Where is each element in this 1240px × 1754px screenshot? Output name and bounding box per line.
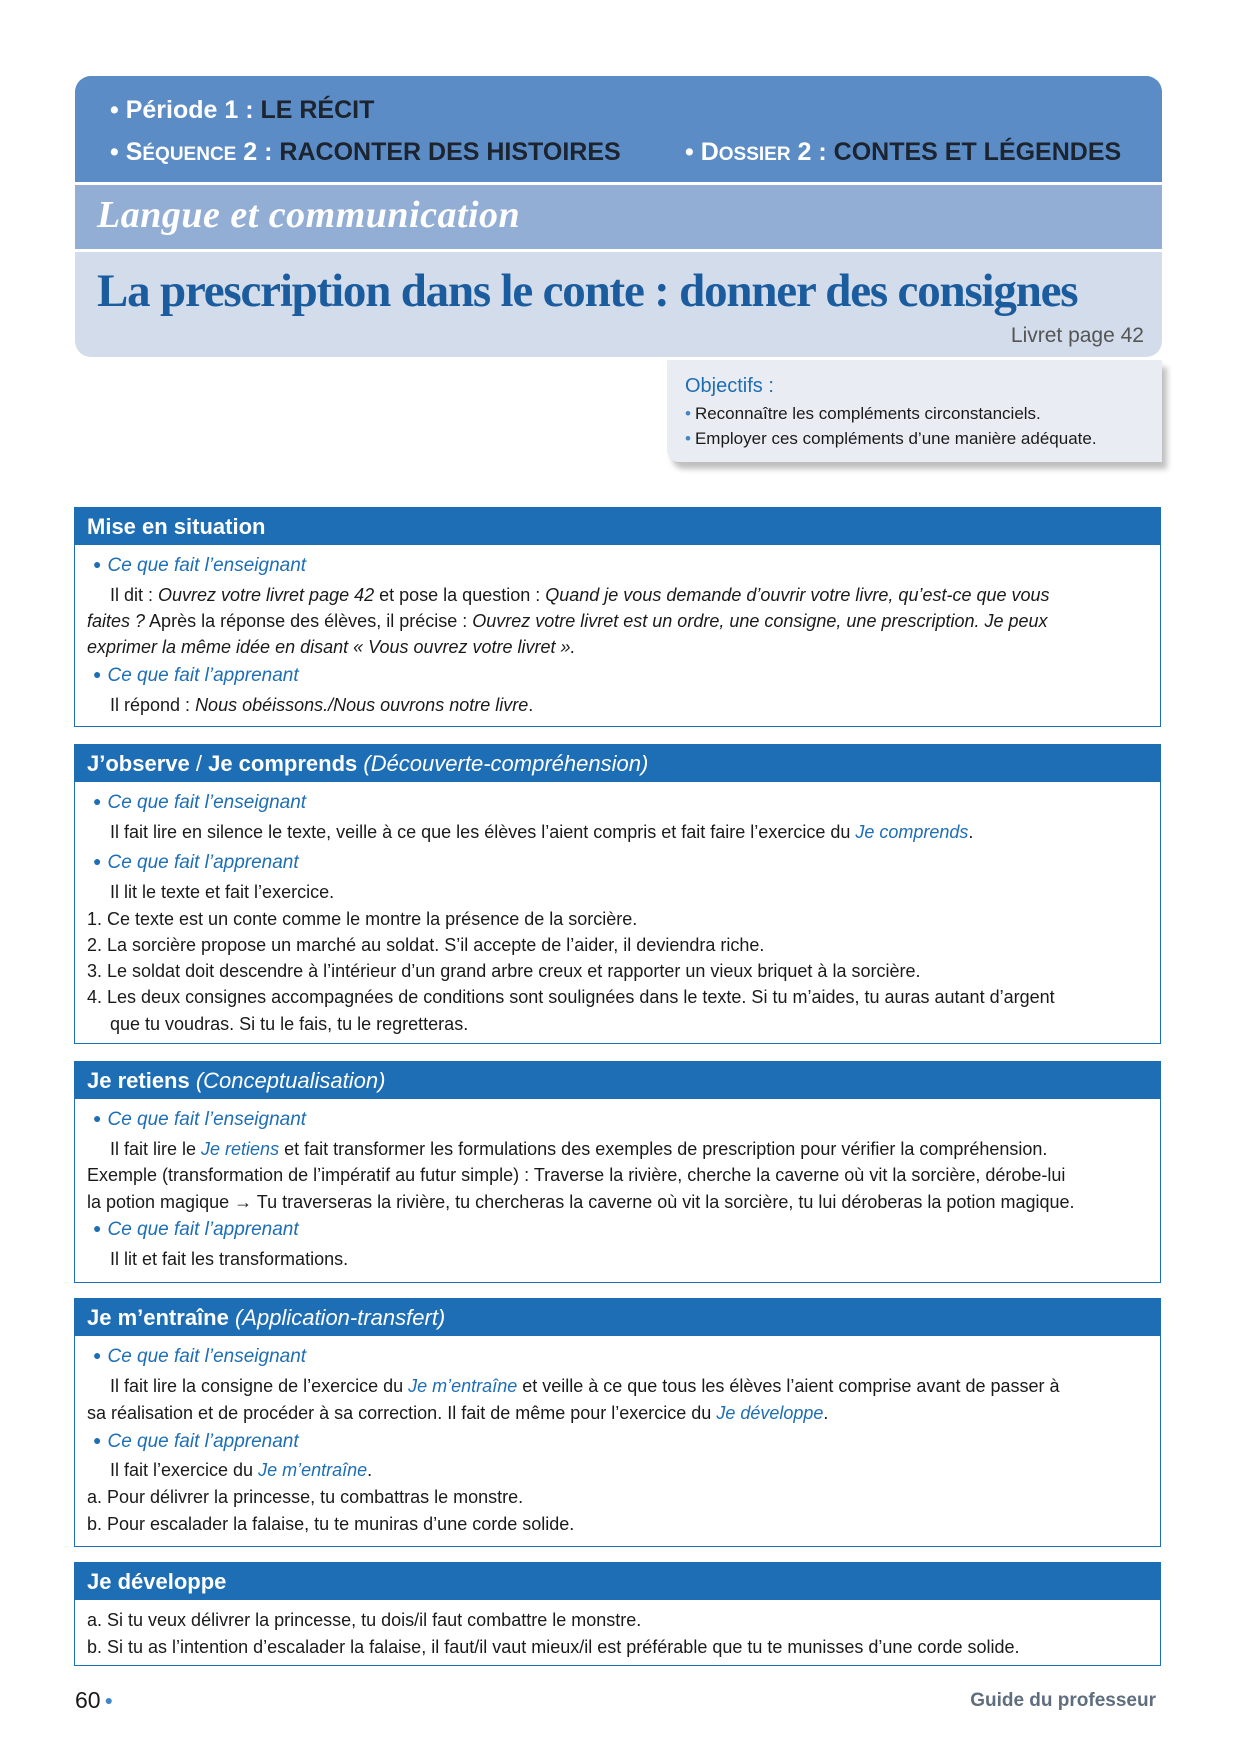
text-line: Exemple (transformation de l’impératif au futur simple) : Traverse la rivière, cherche la caverne où vit la sorcière, dérobe-lui [87, 1165, 1066, 1185]
section-header: Je retiens (Conceptualisation) [75, 1062, 1160, 1099]
bullet-icon: • [685, 404, 691, 423]
sequence-line [110, 138, 621, 167]
answer-item: a. Si tu veux délivrer la princesse, tu dois/il faut combattre le monstre. [87, 1610, 642, 1630]
answer-item: 4. Les deux consignes accompagnées de conditions sont soulignées dans le texte. Si tu m’aides, tu auras autant d’argent [87, 987, 1055, 1007]
bullet-icon: ● [93, 1220, 102, 1236]
answer-item: a. Pour délivrer la princesse, tu combattras le monstre. [87, 1487, 524, 1507]
subject-title: Langue et communication [97, 194, 521, 236]
objective-item: • Reconnaître les compléments circonstanciels. [685, 404, 1041, 423]
text-line: Il fait l’exercice du Je m’entraîne. [110, 1460, 373, 1480]
bullet-icon: ● [93, 1432, 102, 1448]
text-line: Il fait lire la consigne de l’exercice du Je m’entraîne et veille à ce que tous les élèves l’aient comprise avant de passer à [110, 1376, 1060, 1396]
bullet-icon: ● [93, 666, 102, 682]
objectives-box [667, 360, 1162, 462]
text-line: Il lit et fait les transformations. [110, 1249, 349, 1269]
bullet-icon: ● [104, 1692, 114, 1708]
text-line: faites ? Après la réponse des élèves, il précise : Ouvrez votre livret est un ordre, une consigne, une prescription. Je peux [87, 611, 1048, 631]
answer-item: 1. Ce texte est un conte comme le montre la présence de la sorcière. [87, 909, 638, 929]
text-line: Il dit : Ouvrez votre livret page 42 et pose la question : Quand je vous demande d’ouvrir votre livre, qu’est-ce que vous [110, 585, 1050, 605]
header-top-band [75, 76, 1162, 185]
text-line: Il répond : Nous obéissons./Nous ouvrons notre livre. [110, 695, 534, 715]
objectives-heading: Objectifs : [685, 375, 774, 397]
section-je-developpe [74, 1562, 1161, 1666]
header-banner [75, 76, 1162, 357]
sequence-label: • SÉQUENCE 2 : [110, 138, 273, 166]
bullet-icon: ● [93, 1347, 102, 1363]
section-observe-comprends [74, 744, 1161, 1044]
answer-item: b. Pour escalader la falaise, tu te muniras d’une corde solide. [87, 1514, 575, 1534]
enseignant-label: ● Ce que fait l’enseignant [93, 792, 307, 813]
dossier-label: • DOSSIER 2 : [685, 138, 827, 166]
answer-item-continuation: que tu voudras. Si tu le fais, tu le regretteras. [110, 1014, 469, 1034]
livret-page-ref: Livret page 42 [1010, 324, 1144, 347]
apprenant-label: ● Ce que fait l’apprenant [93, 1219, 299, 1240]
apprenant-label: ● Ce que fait l’apprenant [93, 1431, 299, 1452]
dossier-value: CONTES ET LÉGENDES [833, 138, 1122, 166]
answer-item: b. Si tu as l’intention d’escalader la falaise, il faut/il vaut mieux/il est préférable que tu te munisses d’une corde solide. [87, 1637, 1020, 1657]
section-header: Je m’entraîne (Application-transfert) [75, 1299, 1160, 1336]
section-header: J’observe / Je comprends (Découverte-compréhension) [75, 745, 1160, 782]
text-line: exprimer la même idée en disant « Vous ouvrez votre livret ». [87, 637, 576, 657]
section-je-m-entraine [74, 1298, 1161, 1547]
apprenant-label: ● Ce que fait l’apprenant [93, 665, 299, 686]
bullet-icon: • [685, 429, 691, 448]
text-line: la potion magique → Tu traverseras la rivière, tu chercheras la caverne où vit la sorcière, tu lui déroberas la potion magique. [87, 1192, 1075, 1212]
periode-value: LE RÉCIT [260, 96, 375, 124]
enseignant-label: ● Ce que fait l’enseignant [93, 1109, 307, 1130]
objective-item: • Employer ces compléments d’une manière adéquate. [685, 429, 1097, 448]
bullet-icon: ● [93, 853, 102, 869]
bullet-icon: ● [93, 556, 102, 572]
text-line: sa réalisation et de procéder à sa correction. Il fait de même pour l’exercice du Je développe. [87, 1403, 829, 1423]
text-line: Il lit le texte et fait l’exercice. [110, 882, 335, 902]
apprenant-label: ● Ce que fait l’apprenant [93, 852, 299, 873]
periode-line [110, 96, 374, 125]
dossier-line [685, 138, 1121, 167]
page-number: 60 ● [75, 1687, 114, 1713]
bullet-icon: ● [93, 1110, 102, 1126]
text-line: Il fait lire le Je retiens et fait transformer les formulations des exemples de prescription pour vérifier la compréhension. [110, 1139, 1048, 1159]
enseignant-label: ● Ce que fait l’enseignant [93, 1346, 307, 1367]
periode-label: • Période 1 : [110, 96, 254, 124]
section-header: Je développe [75, 1563, 1160, 1600]
answer-item: 3. Le soldat doit descendre à l’intérieur d’un grand arbre creux et rapporter un vieux briquet à la sorcière. [87, 961, 921, 981]
sequence-value: RACONTER DES HISTOIRES [279, 138, 621, 166]
bullet-icon: ● [93, 793, 102, 809]
section-je-retiens [74, 1061, 1161, 1283]
subject-band [75, 185, 1162, 252]
enseignant-label: ● Ce que fait l’enseignant [93, 555, 307, 576]
section-header: Mise en situation [75, 508, 1160, 545]
section-mise-en-situation [74, 507, 1161, 727]
answer-item: 2. La sorcière propose un marché au soldat. S’il accepte de l’aider, il deviendra riche. [87, 935, 765, 955]
page-title: La prescription dans le conte : donner des consignes [97, 265, 1078, 317]
text-line: Il fait lire en silence le texte, veille à ce que les élèves l’aient compris et fait faire l’exercice du Je comprends. [110, 822, 974, 842]
title-band [75, 252, 1162, 357]
footer-guide-title: Guide du professeur [970, 1690, 1156, 1711]
